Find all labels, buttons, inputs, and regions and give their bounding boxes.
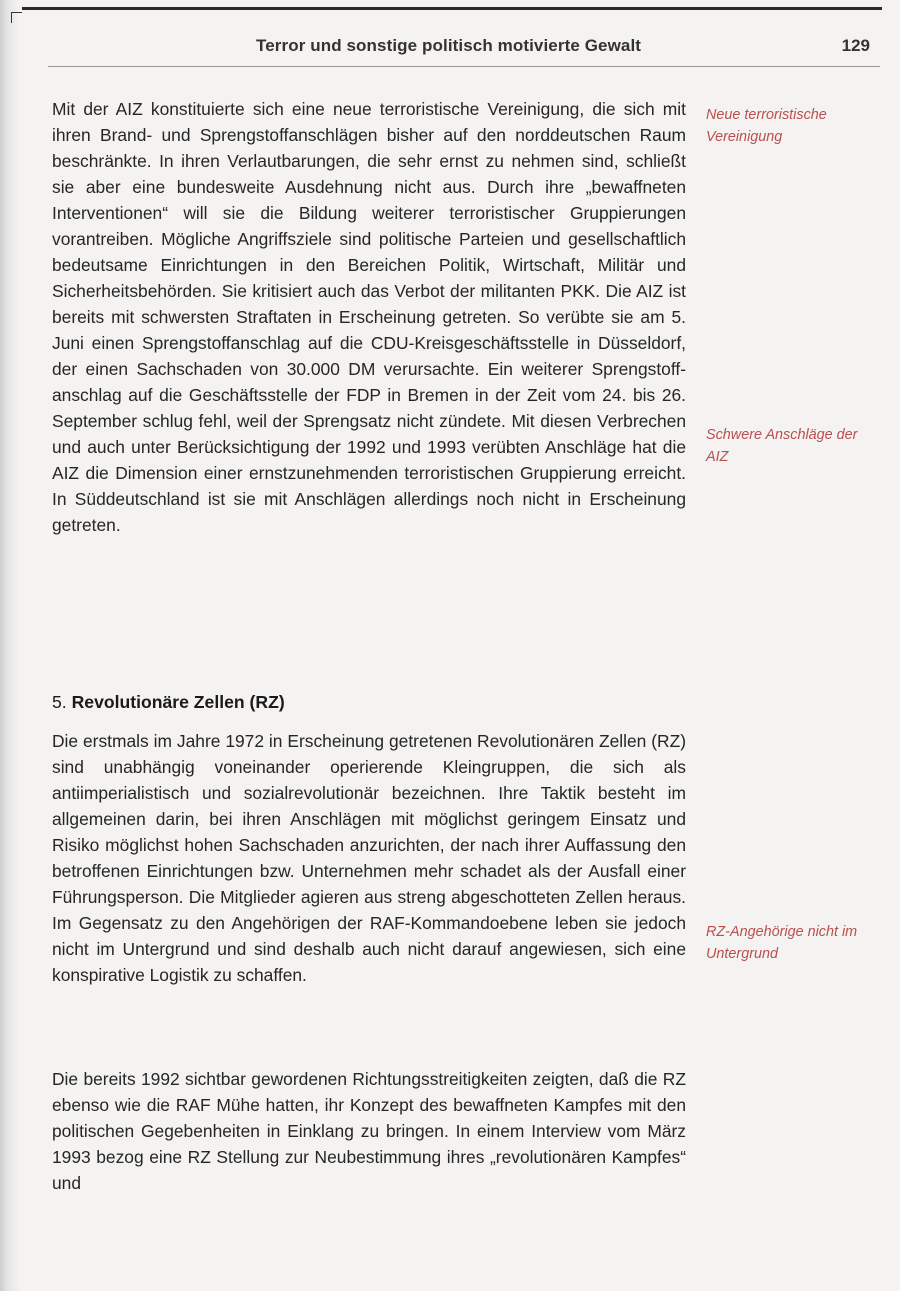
header-rule [48,66,880,67]
body-paragraph-1: Mit der AIZ konstituierte sich eine neue terroristische Vereinigung, die sich mit ihren Brand- und Sprengstoffanschlägen bisher auf den norddeutschen Raum beschränkte. In ihren Verlautbarungen, die sehr ernst zu nehmen sind, schließt sie aber eine bundesweite Ausdehnung nicht aus. Durch ihre „bewaffneten Interventionen“ will sie die Bildung weiterer terroristischer Gruppierungen vorantreiben. Mögliche Angriffsziele sind politische Parteien und gesellschaftlich bedeutsame Einrichtungen in den Bereichen Politik, Wirtschaft, Militär und Sicherheitsbehörden. Sie kritisiert auch das Verbot der militanten PKK. Die AIZ ist bereits mit schwersten Straftaten in Erscheinung getreten. So verübte sie am 5. Juni einen Sprengstoffanschlag auf die CDU-Kreisgeschäftsstelle in Düsseldorf, der einen Sachschaden von 30.000 DM verursachte. Ein weiterer Sprengstoffanschlag auf die Geschäftsstelle der FDP in Bremen in der Zeit vom 24. bis 26. September schlug fehl, weil der Sprengsatz nicht zündete. Mit diesen Verbrechen und auch unter Berücksichtigung der 1992 und 1993 verübten Anschläge hat die AIZ die Dimension einer ernstzunehmenden terroristischen Gruppierung erreicht. In Süddeutschland ist sie mit Anschlägen allerdings noch nicht in Erscheinung getreten. [52,99,686,535]
top-border-rule [22,7,882,10]
margin-note-1: Neue terroristische Vereinigung [706,107,827,145]
section-heading [52,689,285,715]
running-header-title: Terror und sonstige politisch motivierte Gewalt [256,36,642,55]
scan-binding-edge [0,0,20,1291]
margin-note-3: RZ-Angehörige nicht im Untergrund [706,924,858,962]
body-paragraph-2: Die erstmals im Jahre 1972 in Erscheinung getretenen Revolutionären Zellen (RZ) sind unabhängig voneinander operierende Kleingruppen, die sich als antiimperialistisch und sozialrevolutionär bezeichnen. Ihre Taktik besteht im allgemeinen darin, bei ihren Anschlägen mit möglichst geringem Einsatz und Risiko möglichst hohen Sachschaden anzurichten, der nach ihrer Auffassung den betroffenen Einrichtungen bzw. Unternehmen mehr schadet als der Ausfall einer Führungsperson. Die Mitglieder agieren aus streng abgeschotteten Zellen heraus. Im Gegensatz zu den Angehörigen der RAF-Kommandoebene leben sie jedoch nicht im Untergrund und sind deshalb auch nicht darauf angewiesen, sich eine konspirative Logistik zu schaffen. [52,731,686,985]
body-paragraph-3: Die bereits 1992 sichtbar gewordenen Richtungsstreitigkeiten zeigten, daß die RZ ebenso wie die RAF Mühe hatten, ihr Konzept des bewaffneten Kampfes mit den politischen Gegebenheiten in Einklang zu bringen. In einem Interview vom März 1993 bezog eine RZ Stellung zur Neubestimmung ihres „revolutionären Kampfes“ und [52,1069,686,1193]
margin-note-2: Schwere Anschläge der AIZ [706,427,858,465]
section-number: 5. [52,692,67,712]
crop-mark [11,12,22,23]
section-title: Revolutionäre Zellen (RZ) [71,692,285,712]
page-number: 129 [841,36,870,55]
